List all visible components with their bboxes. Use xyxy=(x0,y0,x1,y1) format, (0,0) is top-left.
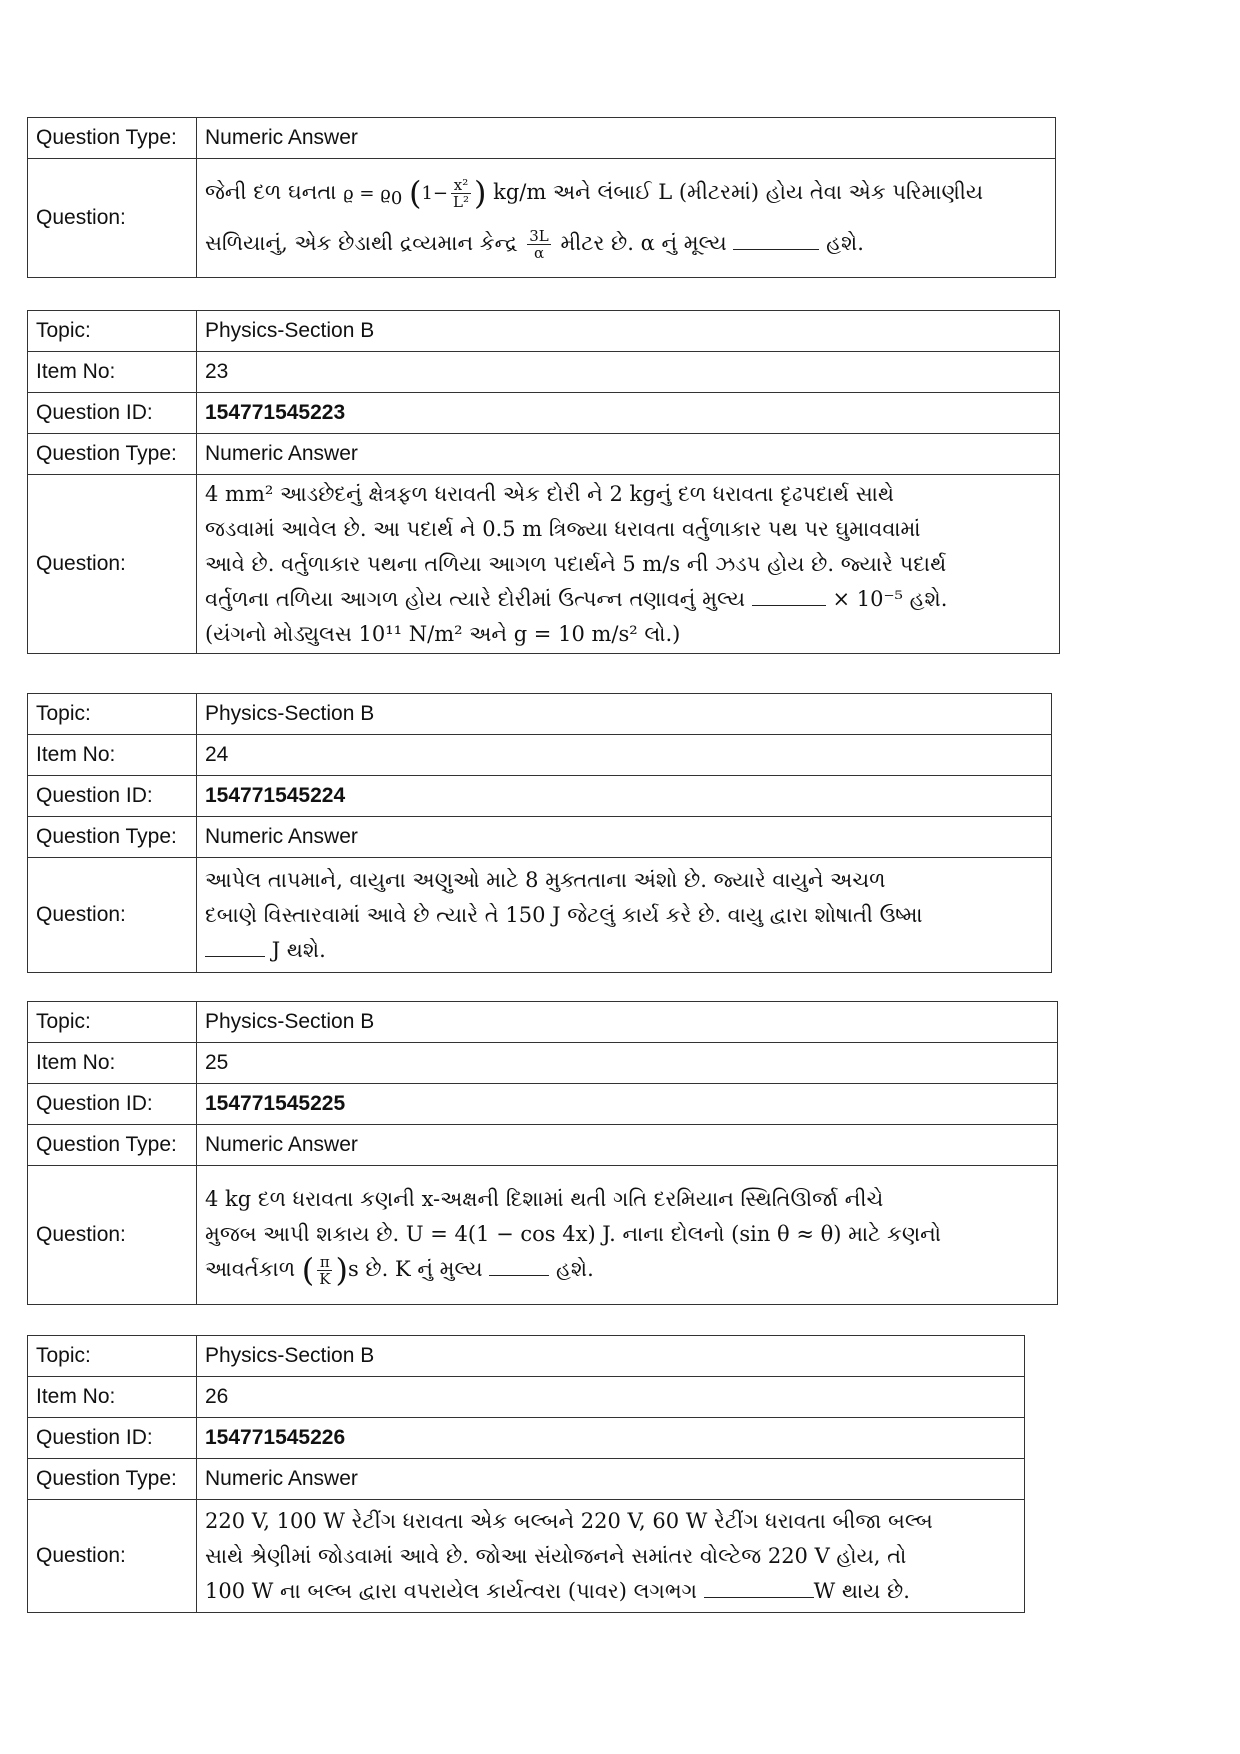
question-table-25 xyxy=(27,1001,1058,1305)
question-id-value: 154771545223 xyxy=(197,393,1060,434)
fraction-3L-alpha xyxy=(527,228,551,261)
label-question-id: Question ID: xyxy=(28,776,197,817)
text: જેની દળ ઘનતા xyxy=(205,179,337,204)
label-question: Question: xyxy=(28,159,197,278)
question-line xyxy=(205,582,1051,617)
formula-sub: 0 xyxy=(390,188,403,210)
question-line xyxy=(205,933,1043,968)
label-topic: Topic: xyxy=(28,311,197,352)
text: હશે. xyxy=(826,231,864,256)
text: kg/m અને લંબાઈ L (મીટરમાં) હોય તેવા એક પરિમાણીય xyxy=(493,179,984,204)
question-text xyxy=(197,159,1056,278)
question-table-24 xyxy=(27,693,1052,973)
topic-value: Physics-Section B xyxy=(197,1002,1058,1043)
question-line: સાથે શ્રેણીમાં જોડવામાં આવે છે. જોઆ સંયોજનને સમાંતર વોલ્ટેજ 220 V હોય, તો xyxy=(205,1543,907,1568)
answer-blank xyxy=(205,936,265,957)
label-question-id: Question ID: xyxy=(28,1084,197,1125)
numerator: x² xyxy=(451,177,471,194)
question-line: આપેલ તાપમાને, વાયુના અણુઓ માટે 8 મુક્તતાના અંશો છે. જ્યારે વાયુને અચળ xyxy=(205,867,886,892)
paren-close: ) xyxy=(473,173,487,212)
topic-value: Physics-Section B xyxy=(197,311,1060,352)
label-item-no: Item No: xyxy=(28,352,197,393)
label-question: Question: xyxy=(28,1166,197,1305)
item-no-value: 25 xyxy=(197,1043,1058,1084)
question-line: (યંગનો મોડ્યુલસ 10¹¹ N/m² અને g = 10 m/s² લો.) xyxy=(205,621,681,646)
question-text xyxy=(197,858,1052,973)
row-question-id xyxy=(28,1418,1025,1459)
question-type-value: Numeric Answer xyxy=(197,434,1060,475)
label-topic: Topic: xyxy=(28,1002,197,1043)
row-item-no xyxy=(28,735,1052,776)
row-item-no xyxy=(28,352,1060,393)
row-question-id xyxy=(28,1084,1058,1125)
question-table-26 xyxy=(27,1335,1025,1613)
fraction-x2-L2 xyxy=(451,177,471,210)
paren-close: ) xyxy=(335,1251,348,1289)
fraction-pi-K xyxy=(317,1254,332,1287)
question-type-value: Numeric Answer xyxy=(197,1125,1058,1166)
question-line xyxy=(205,175,1047,216)
row-question-type xyxy=(28,1459,1025,1500)
label-item-no: Item No: xyxy=(28,1377,197,1418)
denominator: α xyxy=(533,244,545,263)
question-line: 220 V, 100 W રેટીંગ ધરાવતા એક બલ્બને 220 V, 60 W રેટીંગ ધરાવતા બીજા બલ્બ xyxy=(205,1508,933,1533)
row-question-id xyxy=(28,776,1052,817)
paren-open: ( xyxy=(301,1251,315,1289)
question-line: 4 mm² આડછેદનું ક્ષેત્રફળ ધરાવતી એક દોરી ને 2 kgનું દળ ધરાવતા દૃઢપદાર્થ સાથે xyxy=(205,481,894,506)
label-question: Question: xyxy=(28,1500,197,1613)
item-no-value: 24 xyxy=(197,735,1052,776)
text: × 10⁻⁵ હશે. xyxy=(832,586,948,611)
question-line xyxy=(205,1252,1049,1288)
question-line: જડવામાં આવેલ છે. આ પદાર્થ ને 0.5 m ત્રિજ્યા ધરાવતા વર્તુળાકાર પથ પર ઘુમાવવામાં xyxy=(205,516,921,541)
question-table-23 xyxy=(27,310,1060,654)
row-question xyxy=(28,1166,1058,1305)
formula-one-minus: 1− xyxy=(421,182,448,204)
question-text xyxy=(197,475,1060,654)
question-line: દબાણે વિસ્તારવામાં આવે છે ત્યારે તે 150 J જેટલું કાર્ય કરે છે. વાયુ દ્વારા શોષાતી ઉષ્મા xyxy=(205,902,923,927)
row-topic xyxy=(28,1336,1025,1377)
row-question-id xyxy=(28,393,1060,434)
text: આવર્તકાળ xyxy=(205,1257,296,1281)
label-question-type: Question Type: xyxy=(28,1125,197,1166)
label-question-type: Question Type: xyxy=(28,1459,197,1500)
row-topic xyxy=(28,311,1060,352)
label-question-type: Question Type: xyxy=(28,817,197,858)
topic-value: Physics-Section B xyxy=(197,694,1052,735)
text: W થાય છે. xyxy=(813,1578,910,1603)
row-item-no xyxy=(28,1377,1025,1418)
item-no-value: 23 xyxy=(197,352,1060,393)
numerator: 3L xyxy=(529,227,549,246)
question-id-value: 154771545224 xyxy=(197,776,1052,817)
label-question: Question: xyxy=(28,858,197,973)
paren-open: ( xyxy=(408,173,422,212)
question-type-value: Numeric Answer xyxy=(197,118,1056,159)
question-id-value: 154771545225 xyxy=(197,1084,1058,1125)
text: વર્તુળના તળિયા આગળ હોય ત્યારે દોરીમાં ઉત્પન્ન તણાવનું મુલ્ય xyxy=(205,586,746,611)
denominator: L² xyxy=(452,192,469,211)
row-topic xyxy=(28,694,1052,735)
topic-value: Physics-Section B xyxy=(197,1336,1025,1377)
question-id-value: 154771545226 xyxy=(197,1418,1025,1459)
row-question xyxy=(28,858,1052,973)
row-question-type xyxy=(28,434,1060,475)
row-question xyxy=(28,159,1056,278)
label-question-type: Question Type: xyxy=(28,434,197,475)
label-question-id: Question ID: xyxy=(28,393,197,434)
question-line xyxy=(205,1574,1016,1609)
text: મીટર છે. α નું મૂલ્ય xyxy=(560,231,727,256)
text: સળિયાનું, એક છેડાથી દ્રવ્યમાન કેન્દ્ર xyxy=(205,231,518,256)
question-table-22 xyxy=(27,117,1056,278)
question-line xyxy=(205,226,1047,261)
denominator: K xyxy=(319,1270,331,1288)
answer-blank xyxy=(489,1255,549,1276)
label-topic: Topic: xyxy=(28,1336,197,1377)
label-question: Question: xyxy=(28,475,197,654)
numerator: π xyxy=(317,1254,332,1271)
question-line: આવે છે. વર્તુળાકાર પથના તળિયા આગળ પદાર્થને 5 m/s ની ઝડપ હોય છે. જ્યારે પદાર્થ xyxy=(205,551,947,576)
answer-blank xyxy=(752,585,826,606)
label-question-id: Question ID: xyxy=(28,1418,197,1459)
text: હશે. xyxy=(556,1257,594,1281)
question-line: 4 kg દળ ધરાવતા કણની x-અક્ષની દિશામાં થતી ગતિ દરમિયાન સ્થિતિઊર્જા નીચે xyxy=(205,1187,884,1211)
text: J થશે. xyxy=(271,937,326,962)
question-text xyxy=(197,1166,1058,1305)
answer-blank xyxy=(704,1577,814,1598)
row-question xyxy=(28,1500,1025,1613)
question-type-value: Numeric Answer xyxy=(197,817,1052,858)
text: 100 W ના બલ્બ દ્વારા વપરાયેલ કાર્યત્વરા (પાવર) લગભગ xyxy=(205,1578,697,1603)
text: s છે. K નું મુલ્ય xyxy=(347,1257,483,1281)
question-text xyxy=(197,1500,1025,1613)
question-line: મુજબ આપી શકાય છે. U = 4(1 − cos 4x) J. નાના દોલનો (sin θ ≈ θ) માટે કણનો xyxy=(205,1222,942,1246)
item-no-value: 26 xyxy=(197,1377,1025,1418)
row-question xyxy=(28,475,1060,654)
label-topic: Topic: xyxy=(28,694,197,735)
label-item-no: Item No: xyxy=(28,735,197,776)
row-question-type xyxy=(28,1125,1058,1166)
row-topic xyxy=(28,1002,1058,1043)
formula-rho: ϱ = ϱ xyxy=(343,182,391,204)
row-question-type xyxy=(28,817,1052,858)
label-question-type: Question Type: xyxy=(28,118,197,159)
answer-blank xyxy=(733,229,819,250)
row-question-type xyxy=(28,118,1056,159)
label-item-no: Item No: xyxy=(28,1043,197,1084)
row-item-no xyxy=(28,1043,1058,1084)
question-type-value: Numeric Answer xyxy=(197,1459,1025,1500)
